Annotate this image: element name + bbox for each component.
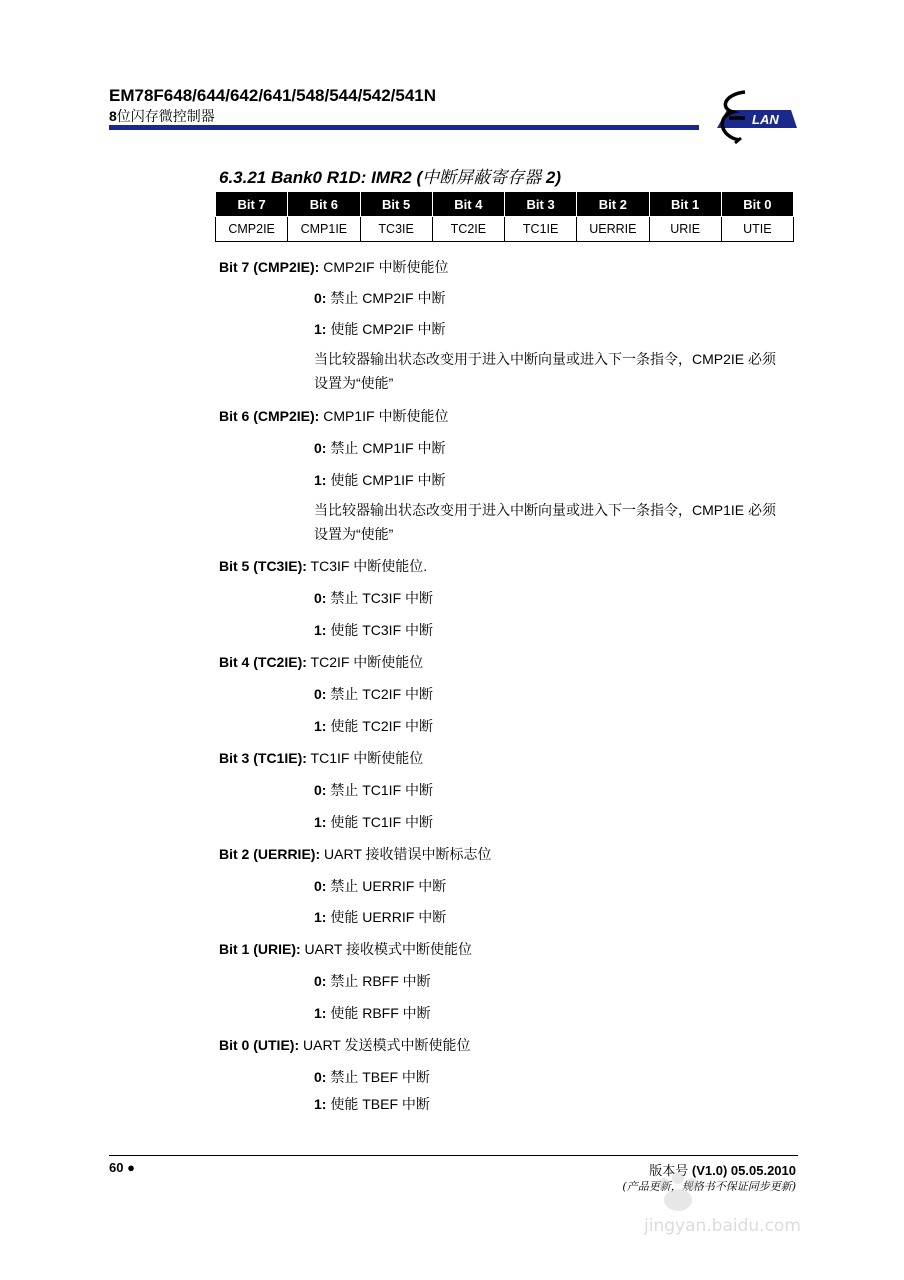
option-key: 0:	[314, 878, 327, 894]
option-key: 1:	[314, 1005, 327, 1021]
page-number: 60 ●	[109, 1160, 135, 1175]
bit-header: Bit 4	[432, 192, 504, 217]
option-key: 0:	[314, 973, 327, 989]
bit-desc: UART 接收错误中断标志位	[320, 846, 492, 862]
bit-cell: UERRIE	[577, 217, 649, 242]
bit-description	[219, 939, 472, 959]
option-key: 1:	[314, 622, 327, 638]
baidu-watermark	[644, 1170, 844, 1250]
bit-cell: TC2IE	[432, 217, 504, 242]
section-title-cn: 中断屏蔽寄存器	[422, 168, 542, 188]
bit-desc: TC1IF 中断使能位	[306, 750, 424, 766]
bit-option-0	[314, 876, 446, 896]
section-title-end: 2)	[541, 168, 561, 187]
option-key: 1:	[314, 814, 327, 830]
option-key: 1:	[314, 718, 327, 734]
section-title-main: 6.3.21 Bank0 R1D: IMR2 (	[219, 168, 423, 187]
option-text: 使能 UERRIF 中断	[326, 909, 447, 925]
bit-desc: CMP2IF 中断使能位	[319, 259, 449, 275]
bit-desc: UART 发送模式中断使能位	[299, 1037, 471, 1053]
bit-description	[219, 652, 423, 672]
footer-rule	[109, 1155, 798, 1156]
document-subtitle	[109, 106, 215, 126]
option-key: 0:	[314, 590, 327, 606]
subtitle-text: 位闪存微控制器	[116, 108, 215, 124]
option-text: 使能 TC3IF 中断	[326, 622, 434, 638]
option-text: 禁止 TBEF 中断	[326, 1069, 430, 1085]
header-rule	[109, 125, 699, 130]
option-text: 禁止 TC3IF 中断	[326, 590, 434, 606]
bit-description	[219, 257, 448, 277]
option-text: 使能 RBFF 中断	[326, 1005, 431, 1021]
bit-cell: CMP1IE	[288, 217, 360, 242]
option-text: 使能 CMP2IF 中断	[326, 321, 446, 337]
bit-option-1	[314, 319, 445, 339]
bit-label: Bit 7 (CMP2IE):	[219, 259, 320, 275]
bit-description	[219, 406, 448, 426]
bit-option-1	[314, 1003, 431, 1023]
subtitle-bit-count: 8	[109, 108, 117, 124]
register-value-row	[216, 217, 794, 242]
bit-header: Bit 5	[360, 192, 432, 217]
bit-note: 当比较器输出状态改变用于进入中断向量或进入下一条指令，CMP1IE 必须设置为“使能”	[314, 502, 777, 542]
register-header-row	[216, 192, 794, 217]
bit-header: Bit 6	[288, 192, 360, 217]
option-text: 禁止 TC2IF 中断	[326, 686, 434, 702]
document-title: EM78F648/644/642/641/548/544/542/541N	[109, 86, 437, 105]
option-key: 0:	[314, 686, 327, 702]
bit-option-0	[314, 684, 433, 704]
bit-option-1	[314, 716, 433, 736]
bit-label: Bit 2 (UERRIE):	[219, 846, 321, 862]
bit-option-1	[314, 620, 433, 640]
version-prefix: 版本号	[649, 1163, 692, 1178]
option-key: 0:	[314, 1069, 327, 1085]
bit-desc: CMP1IF 中断使能位	[319, 408, 449, 424]
option-text: 使能 TC1IF 中断	[326, 814, 434, 830]
bit-option-1	[314, 1094, 430, 1114]
bit-label: Bit 1 (URIE):	[219, 941, 301, 957]
bit-label: Bit 5 (TC3IE):	[219, 558, 307, 574]
bit-header: Bit 0	[721, 192, 793, 217]
bit-option-0	[314, 588, 433, 608]
bit-description	[219, 748, 423, 768]
option-text: 禁止 RBFF 中断	[326, 973, 431, 989]
option-text: 禁止 TC1IF 中断	[326, 782, 434, 798]
option-text: 使能 CMP1IF 中断	[326, 472, 446, 488]
bit-cell: URIE	[649, 217, 721, 242]
bit-cell: CMP2IE	[216, 217, 288, 242]
bit-option-0	[314, 971, 431, 991]
option-text: 使能 TC2IF 中断	[326, 718, 434, 734]
option-key: 0:	[314, 440, 327, 456]
bit-option-1	[314, 812, 433, 832]
option-text: 禁止 CMP1IF 中断	[326, 440, 446, 456]
version-date: 05.05.2010	[727, 1163, 796, 1178]
bit-note: 当比较器输出状态改变用于进入中断向量或进入下一条指令，CMP2IE 必须设置为“使能”	[314, 351, 777, 391]
option-text: 禁止 UERRIF 中断	[326, 878, 447, 894]
bit-cell: TC1IE	[505, 217, 577, 242]
bit-option-1	[314, 907, 446, 927]
elan-logo	[705, 88, 800, 150]
watermark-text: jingyan.baidu.com	[644, 1216, 801, 1236]
bit-label: Bit 4 (TC2IE):	[219, 654, 307, 670]
bit-option-1	[314, 470, 445, 490]
bit-description	[219, 556, 427, 576]
footer-note: (产品更新，规格书不保证同步更新)	[622, 1180, 796, 1193]
bit-option-0	[314, 288, 445, 308]
option-key: 1:	[314, 1096, 327, 1112]
bit-header: Bit 1	[649, 192, 721, 217]
bit-option-0	[314, 780, 433, 800]
version-number: (V1.0)	[691, 1163, 728, 1178]
option-key: 1:	[314, 321, 327, 337]
option-text: 禁止 CMP2IF 中断	[326, 290, 446, 306]
bit-cell: UTIE	[721, 217, 793, 242]
section-title	[219, 163, 561, 188]
option-key: 1:	[314, 909, 327, 925]
bit-cell: TC3IE	[360, 217, 432, 242]
logo-text: LAN	[752, 112, 779, 127]
bit-header: Bit 3	[505, 192, 577, 217]
bit-option-0	[314, 438, 445, 458]
bit-option-0	[314, 1067, 430, 1087]
bit-description	[219, 1035, 471, 1055]
option-text: 使能 TBEF 中断	[326, 1096, 430, 1112]
bit-header: Bit 2	[577, 192, 649, 217]
bit-label: Bit 0 (UTIE):	[219, 1037, 300, 1053]
bit-desc: TC3IF 中断使能位.	[306, 558, 428, 574]
bit-description	[219, 844, 492, 864]
option-key: 0:	[314, 782, 327, 798]
option-key: 0:	[314, 290, 327, 306]
bit-desc: TC2IF 中断使能位	[306, 654, 424, 670]
paw-icon	[644, 1170, 714, 1214]
bit-header: Bit 7	[216, 192, 288, 217]
bit-label: Bit 3 (TC1IE):	[219, 750, 307, 766]
register-table	[215, 191, 794, 242]
option-key: 1:	[314, 472, 327, 488]
bit-label: Bit 6 (CMP2IE):	[219, 408, 320, 424]
bit-desc: UART 接收模式中断使能位	[300, 941, 473, 957]
